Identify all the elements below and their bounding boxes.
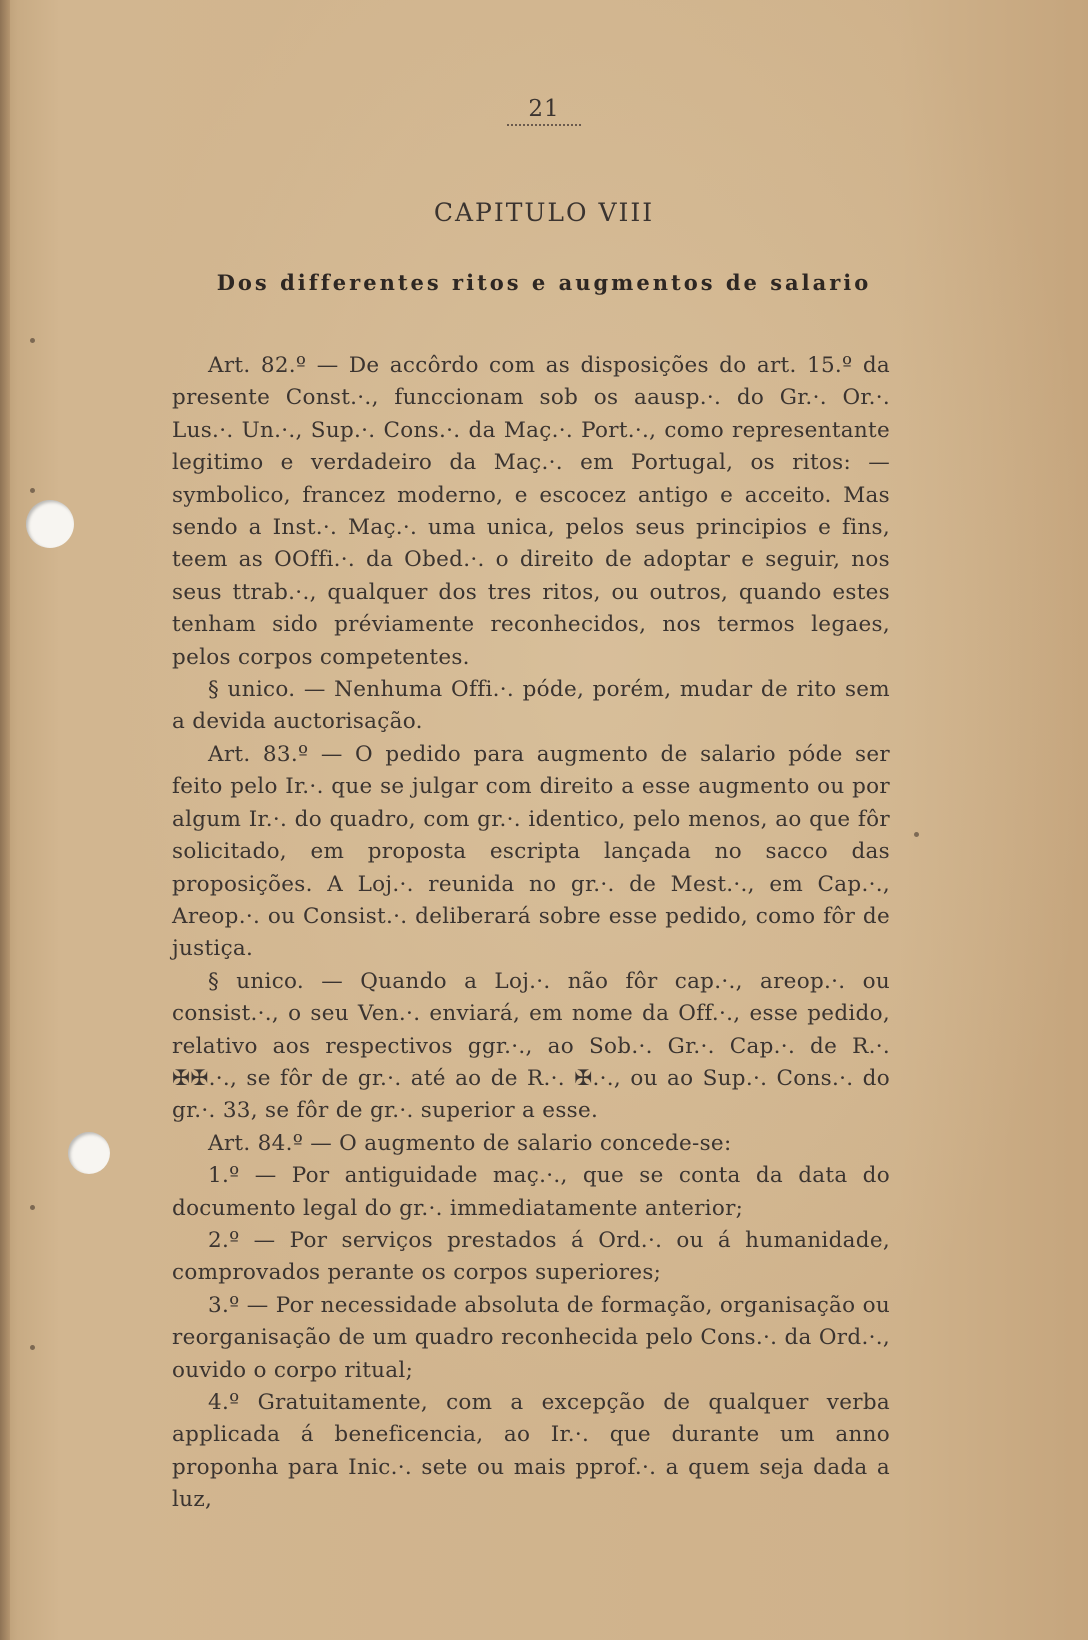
ink-spot xyxy=(30,338,35,343)
ink-spot xyxy=(914,832,919,837)
list-item-4: 4.º Gratuitamente, com a excepção de qualquer verba applicada á beneficencia, ao Ir.·. que durante um anno proponha para Inic.·. sete ou mais pprof.·. a quem seja dada a luz, xyxy=(172,1390,890,1513)
page-number xyxy=(0,96,1088,126)
list-item-3: 3.º — Por necessidade absoluta de formação, organisação ou reorganisação de um quadro reconhecida pelo Cons.·. da Ord.·., ouvido o corpo ritual; xyxy=(172,1292,890,1383)
ink-spot xyxy=(30,1205,35,1210)
ink-spot xyxy=(30,1345,35,1350)
paragraph-art-82-unico: § unico. — Nenhuma Offi.·. póde, porém, mudar de rito sem a devida auctorisação. xyxy=(172,677,890,735)
paragraph-art-82: Art. 82.º — De accôrdo com as disposições do art. 15.º da presente Const.·., funccionam sob os aausp.·. do Gr.·. Or.·. Lus.·. Un.·., Sup.·. Cons.·. da Maç.·. Port.·., como representante legitimo e verdadeiro da Maç.·. em Portugal, os ritos: — symbolico, francez moderno, e escocez antigo e acceito. Mas sendo a Inst.·. Maç.·. uma unica, pelos seus principios e fins, teem as OOffi.·. da Obed.·. o direito de adoptar e seguir, nos seus ttrab.·., qualquer dos tres ritos, ou outros, quando estes tenham sido préviamente reconhecidos, nos termos legaes, pelos corpos competentes. xyxy=(172,353,890,670)
ink-spot xyxy=(30,488,35,493)
section-title: Dos differentes ritos e augmentos de salario xyxy=(216,270,872,295)
paragraph-art-83-unico: § unico. — Quando a Loj.·. não fôr cap.·., areop.·. ou consist.·., o seu Ven.·. enviará, em nome da Off.·., esse pedido, relativo aos respectivos ggr.·., ao Sob.·. Gr.·. Cap.·. de R.·. ✠✠.·., se fôr de gr.·. até ao de R.·. ✠.·., ou ao Sup.·. Cons.·. do gr.·. 33, se fôr de gr.·. superior a esse. xyxy=(172,968,890,1124)
list-item-2: 2.º — Por serviços prestados á Ord.·. ou á humanidade, comprovados perante os corpos superiores; xyxy=(172,1227,890,1286)
body-text xyxy=(172,350,890,1517)
punch-hole xyxy=(26,500,74,548)
page-number-text: 21 xyxy=(528,96,560,122)
paragraph-art-83: Art. 83.º — O pedido para augmento de salario póde ser feito pelo Ir.·. que se julgar com direito a esse augmento ou por algum Ir.·. do quadro, com gr.·. identico, pelo menos, ao que fôr solicitado, em proposta escripta lançada no sacco das proposições. A Loj.·. reunida no gr.·. de Mest.·., em Cap.·., Areop.·. ou Consist.·. deliberará sobre esse pedido, como fôr de justiça. xyxy=(172,741,890,962)
list-item-1: 1.º — Por antiguidade maç.·., que se conta da data do documento legal do gr.·. immediatamente anterior; xyxy=(172,1163,890,1221)
chapter-title: CAPITULO VIII xyxy=(433,198,655,227)
page-number-rule xyxy=(507,124,581,126)
page-binding-edge xyxy=(0,0,10,1640)
punch-hole xyxy=(68,1132,110,1174)
paragraph-art-84: Art. 84.º — O augmento de salario concede-se: xyxy=(208,1130,732,1156)
